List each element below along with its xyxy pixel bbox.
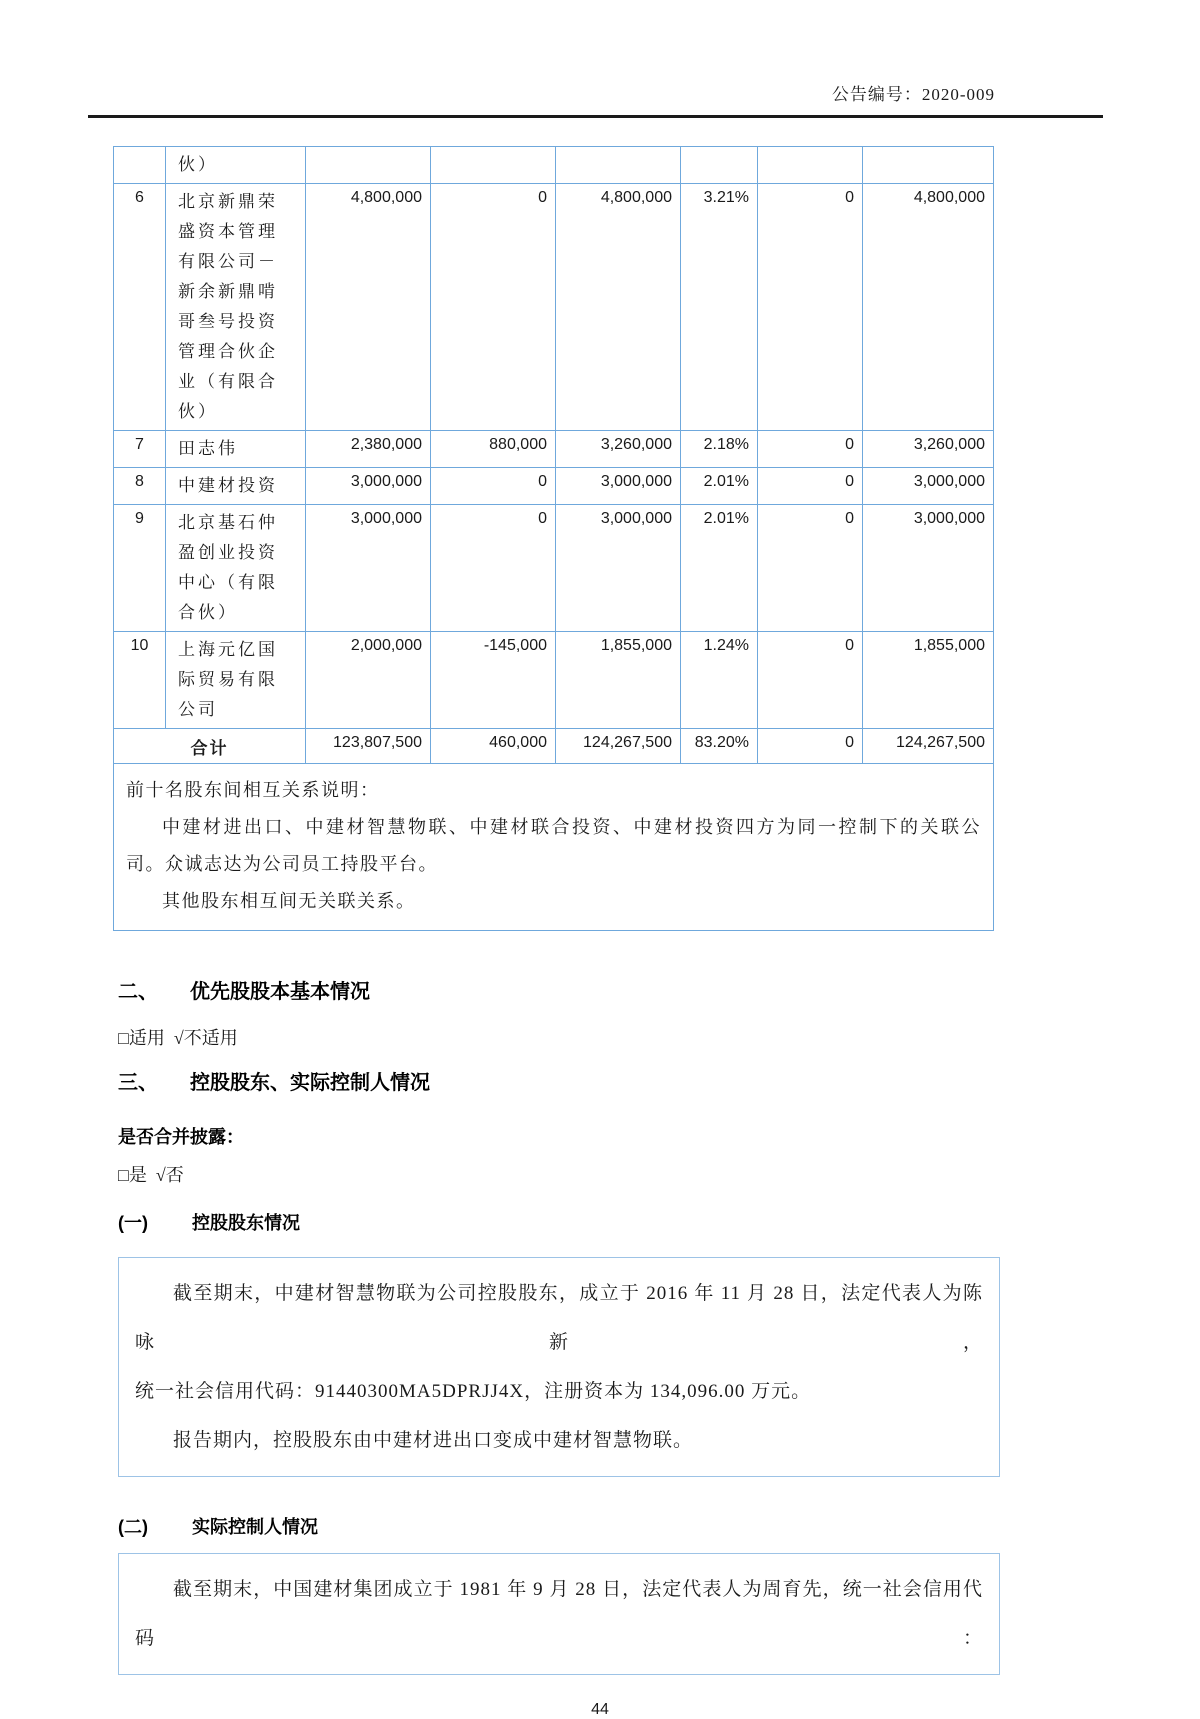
- table-total-row: [114, 729, 994, 764]
- cell-value: 3,000,000: [306, 505, 431, 632]
- cell-name: 上海元亿国际贸易有限公司: [166, 632, 306, 729]
- cell-value: 2,380,000: [306, 431, 431, 468]
- cell-value: [556, 147, 681, 184]
- cell-value: 0: [431, 184, 556, 431]
- section-3-number: 三、: [118, 1072, 158, 1094]
- cell-value: 0: [758, 729, 863, 764]
- section-2-applicability: □适用 √不适用: [118, 1028, 238, 1048]
- subsection-2-heading: [118, 1513, 1200, 1539]
- section-2-number: 二、: [118, 981, 158, 1003]
- section-3-heading: [118, 1066, 1200, 1095]
- notes-line: 司。众诚志达为公司员工持股平台。: [126, 854, 438, 874]
- cell-value: [758, 147, 863, 184]
- subsection-1-title: 控股股东情况: [192, 1213, 300, 1233]
- section-3-title: 控股股东、实际控制人情况: [190, 1072, 430, 1094]
- cell-value: 2.18%: [681, 431, 758, 468]
- cell-value: 3,260,000: [556, 431, 681, 468]
- table-row: [114, 468, 994, 505]
- subsection-1-number: (一): [118, 1213, 148, 1233]
- box-text-line: 截至期末，中国建材集团成立于 1981 年 9 月 28 日，法定代表人为周育先，统一社会信用代码：: [135, 1579, 983, 1649]
- cell-no: 8: [114, 468, 166, 505]
- cell-value: [306, 147, 431, 184]
- cell-name: 北京基石仲盈创业投资中心（有限合伙）: [166, 505, 306, 632]
- cell-value: 3,000,000: [556, 505, 681, 632]
- relationship-notes: [114, 764, 994, 931]
- cell-value: [681, 147, 758, 184]
- cell-value: 4,800,000: [556, 184, 681, 431]
- cell-value: 880,000: [431, 431, 556, 468]
- table-row: [114, 184, 994, 431]
- notes-line: 中建材进出口、中建材智慧物联、中建材联合投资、中建材投资四方为同一控制下的关联公: [162, 817, 981, 837]
- cell-value: 0: [758, 632, 863, 729]
- cell-no: 7: [114, 431, 166, 468]
- cell-name: 北京新鼎荣盛资本管理有限公司－新余新鼎啃哥叁号投资管理合伙企业（有限合伙）: [166, 184, 306, 431]
- actual-controller-box: [118, 1553, 1000, 1675]
- cell-value: 460,000: [431, 729, 556, 764]
- table-row: [114, 505, 994, 632]
- doc-number: 公告编号：2020-009: [831, 85, 995, 104]
- cell-value: 3,000,000: [863, 468, 994, 505]
- cell-value: 3,000,000: [306, 468, 431, 505]
- cell-value: 2.01%: [681, 505, 758, 632]
- shareholder-table: [113, 146, 994, 931]
- notes-title: 前十名股东间相互关系说明：: [126, 780, 380, 800]
- table-row-carryover: [114, 147, 994, 184]
- disclosure-choice: □是 √否: [118, 1165, 184, 1185]
- notes-line: 其他股东相互间无关联关系。: [162, 891, 416, 911]
- cell-value: 3,260,000: [863, 431, 994, 468]
- cell-name: 田志伟: [166, 431, 306, 468]
- table-row: [114, 632, 994, 729]
- subsection-2-title: 实际控制人情况: [192, 1517, 318, 1537]
- cell-value: 0: [758, 505, 863, 632]
- cell-value: 2.01%: [681, 468, 758, 505]
- cell-value: 124,267,500: [863, 729, 994, 764]
- cell-value: 123,807,500: [306, 729, 431, 764]
- cell-name-fragment: 伙）: [166, 147, 306, 184]
- cell-value: 1,855,000: [556, 632, 681, 729]
- cell-value: 1.24%: [681, 632, 758, 729]
- controlling-shareholder-box: [118, 1257, 1000, 1477]
- cell-value: 2,000,000: [306, 632, 431, 729]
- cell-value: 0: [758, 184, 863, 431]
- cell-value: 83.20%: [681, 729, 758, 764]
- doc-header: [0, 0, 1200, 105]
- box-text-line: 统一社会信用代码：91440300MA5DPRJJ4X，注册资本为 134,096.00 万元。: [135, 1381, 812, 1402]
- box-text-line: 报告期内，控股股东由中建材进出口变成中建材智慧物联。: [173, 1430, 694, 1451]
- header-rule: [88, 115, 1103, 118]
- cell-value: 3,000,000: [863, 505, 994, 632]
- cell-value: [431, 147, 556, 184]
- cell-value: 4,800,000: [306, 184, 431, 431]
- cell-value: 0: [758, 431, 863, 468]
- cell-no: 9: [114, 505, 166, 632]
- section-2-heading: [118, 975, 1200, 1004]
- cell-value: [863, 147, 994, 184]
- cell-no: [114, 147, 166, 184]
- cell-value: 3.21%: [681, 184, 758, 431]
- cell-value: -145,000: [431, 632, 556, 729]
- cell-value: 3,000,000: [556, 468, 681, 505]
- cell-no: 6: [114, 184, 166, 431]
- subsection-1-heading: [118, 1209, 1200, 1235]
- cell-value: 4,800,000: [863, 184, 994, 431]
- cell-value: 0: [431, 468, 556, 505]
- cell-value: 124,267,500: [556, 729, 681, 764]
- cell-value: 0: [431, 505, 556, 632]
- cell-name: 中建材投资: [166, 468, 306, 505]
- cell-no: 10: [114, 632, 166, 729]
- disclosure-label: 是否合并披露：: [118, 1127, 244, 1147]
- cell-value: 0: [758, 468, 863, 505]
- page-number: 44: [591, 1701, 609, 1718]
- total-label: 合计: [114, 729, 306, 764]
- section-2-title: 优先股股本基本情况: [190, 981, 370, 1003]
- cell-value: 1,855,000: [863, 632, 994, 729]
- box-text-line: 截至期末，中建材智慧物联为公司控股股东，成立于 2016 年 11 月 28 日，法定代表人为陈咏新，: [135, 1283, 983, 1353]
- table-row: [114, 431, 994, 468]
- subsection-2-number: (二): [118, 1517, 148, 1537]
- table-notes-row: [114, 764, 994, 931]
